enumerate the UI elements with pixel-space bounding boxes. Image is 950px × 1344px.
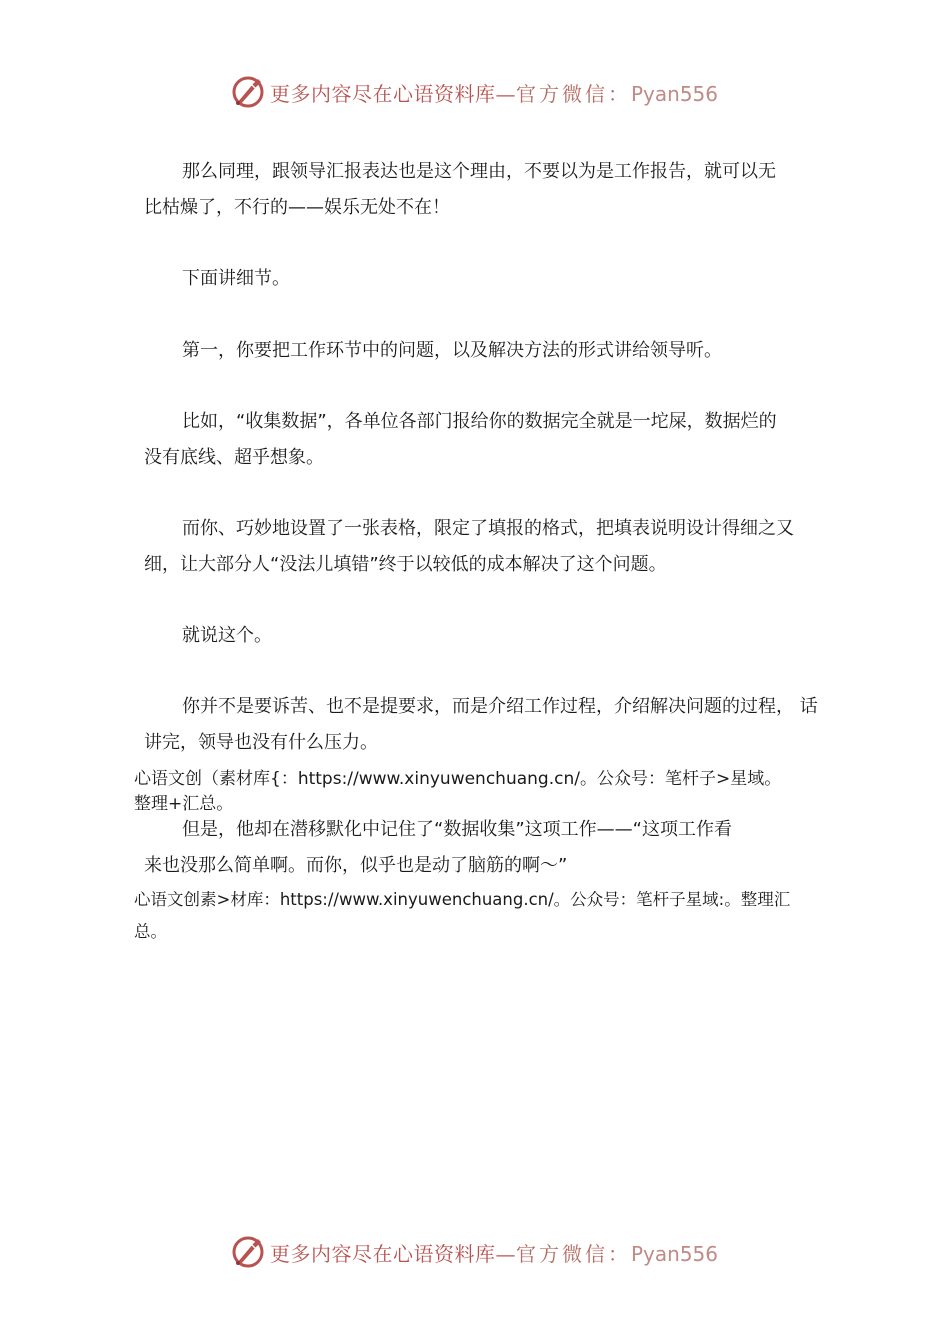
paragraph-5-line-2: 细，让大部分人“没法儿填错”终于以较低的成本解决了这个问题。 (144, 554, 667, 575)
paragraph-1-line-1: 那么同理，跟领导汇报表达也是这个理由，不要以为是工作报告，就可以无 (182, 161, 776, 182)
paragraph-5 (144, 511, 816, 583)
paragraph-5-line-1: 而你、巧妙地设置了一张表格，限定了填报的格式，把填表说明设计得细之又 (182, 518, 794, 539)
footer-brand-text: 更多内容尽在心语资料库 (270, 1241, 496, 1266)
paragraph-8-line-2: 来也没那么简单啊。而你，似乎也是动了脑筋的啊～” (144, 855, 568, 876)
paragraph-8-line-1: 但是，他却在潜移默化中记住了“数据收集”这项工作——“这项工作看 (182, 819, 732, 840)
source-note-2-line-2: 总。 (134, 922, 167, 941)
source-note-1 (134, 767, 846, 817)
paragraph-7 (144, 689, 816, 761)
pen-logo-icon (228, 72, 268, 112)
paragraph-2-line-1: 下面讲细节。 (182, 268, 290, 289)
header-wechat-label: 官方微信： (516, 81, 631, 106)
paragraph-7-line-1: 你并不是要诉苦、也不是提要求，而是介绍工作过程，介绍解决问题的过程， 话 (182, 696, 818, 717)
paragraph-8 (144, 812, 816, 884)
source-note-2-line-1: 心语文创素>材库：https://www.xinyuwenchuang.cn/。公众号：笔杆子星域:。整理汇 (134, 890, 791, 909)
footer-wechat-id: Pyan556 (631, 1241, 719, 1266)
paragraph-3-line-1: 第一，你要把工作环节中的问题，以及解决方法的形式讲给领导听。 (182, 340, 722, 361)
paragraph-4-line-1: 比如，“收集数据”，各单位各部门报给你的数据完全就是一坨屎，数据烂的 (182, 411, 777, 432)
header-banner (228, 72, 728, 112)
paragraph-4 (144, 404, 816, 476)
source-note-1-line-1: 心语文创（素材库{：https://www.xinyuwenchuang.cn/。公众号：笔杆子>星域。 (134, 769, 782, 789)
footer-wechat-label: 官方微信： (516, 1241, 631, 1266)
footer-banner (228, 1232, 728, 1272)
footer-banner-text (270, 1238, 718, 1267)
paragraph-1-line-2: 比枯燥了，不行的——娱乐无处不在！ (144, 197, 450, 218)
header-brand-text: 更多内容尽在心语资料库 (270, 81, 496, 106)
header-separator: — (495, 81, 516, 106)
paragraph-6-line-1: 就说这个。 (182, 625, 272, 646)
paragraph-1 (144, 154, 816, 226)
pen-logo-icon (228, 1232, 268, 1272)
paragraph-4-line-2: 没有底线、超乎想象。 (144, 447, 324, 468)
paragraph-7-line-2: 讲完，领导也没有什么压力。 (144, 732, 378, 753)
paragraph-6 (144, 618, 816, 654)
paragraph-3 (144, 333, 816, 369)
source-note-1-line-2: 整理+汇总。 (134, 794, 234, 814)
footer-separator: — (495, 1241, 516, 1266)
header-wechat-id: Pyan556 (631, 81, 719, 106)
header-banner-text (270, 78, 718, 107)
paragraph-2 (144, 261, 816, 297)
source-note-2 (134, 884, 846, 948)
